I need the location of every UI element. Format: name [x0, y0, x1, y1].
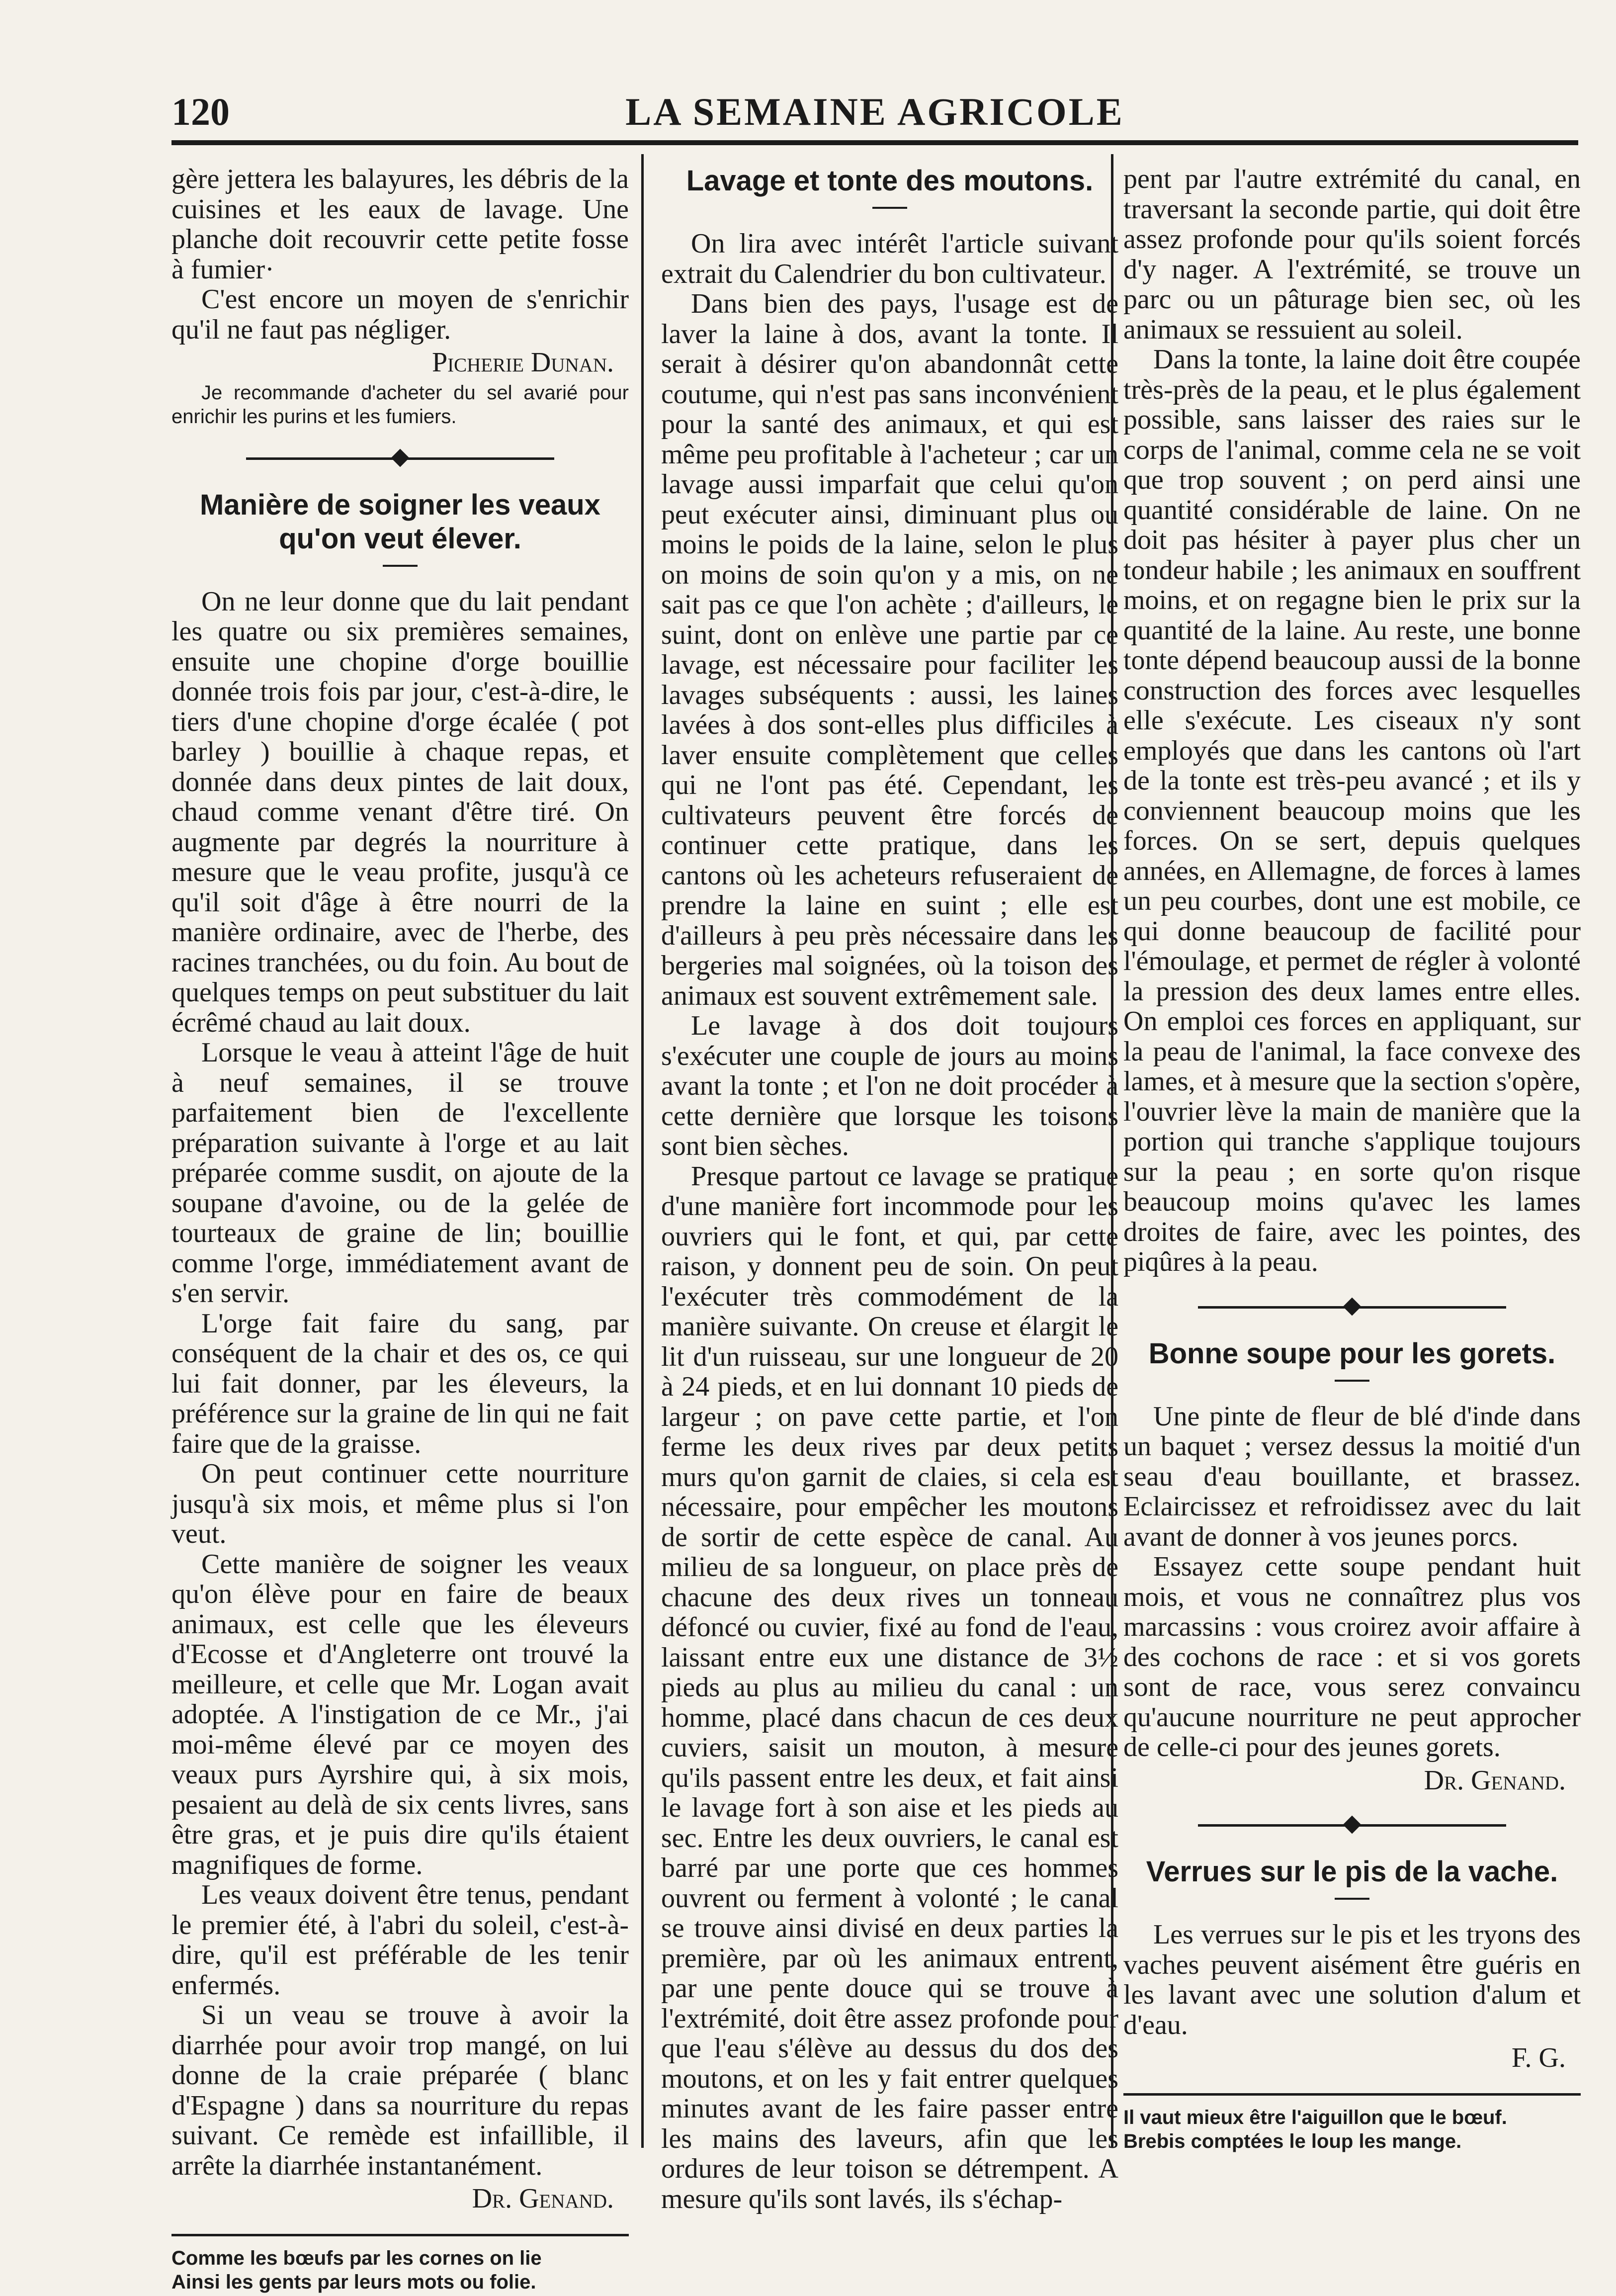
footer-rule [171, 2234, 629, 2236]
note: Je recommande d'acheter du sel avarié pour enrichir les purins et les fumiers. [171, 381, 629, 428]
proverb-line: Il vaut mieux être l'aiguillon que le bœuf. [1123, 2106, 1507, 2128]
article-title: Lavage et tonte des moutons. [686, 165, 1094, 197]
paragraph: On ne leur donne que du lait pendant les quatre ou six premières semaines, ensuite une chopine d'orge bouillie donnée trois fois par jour, c'est-à-dire, le tiers d'une chopine d'orge écalée ( pot barley ) bouillie à chaque repas, et donnée dans deux pintes de lait doux, chaud comme venant d'être tiré. On augmente par degrés la nourriture à mesure que le veau profite, jusqu'à ce qu'il soit d'âge à être nourri de la manière ordinaire, avec de l'herbe, des racines tranchées, ou du foin. Au bout de quelques temps on peut substituer du lait écrêmé chaud au lait doux. [171, 586, 629, 1038]
column-2 [661, 164, 1118, 2214]
section-ornament [1123, 1810, 1581, 1840]
title-dash [872, 207, 907, 209]
proverb-line: Comme les bœufs par les cornes on lie [171, 2247, 542, 2269]
paragraph: L'orge fait faire du sang, par conséquent de la chair et des os, ce qui lui fait donner, par les éleveurs, la préférence sur la graine de lin qui ne fait faire que de la graisse. [171, 1308, 629, 1459]
paragraph: pent par l'autre extrémité du canal, en traversant la seconde partie, qui doit être assez profonde pour qu'ils soient forcés d'y nager. A l'extrémité, se trouve un parc ou un pâturage bien sec, où les animaux se ressuient au soleil. [1123, 164, 1581, 345]
column-3 [1123, 164, 1581, 2152]
column-1 [171, 164, 629, 2293]
article-title: Bonne soupe pour les gorets. [1148, 1337, 1556, 1370]
page-number: 120 [171, 90, 230, 133]
article-title: Verrues sur le pis de la vache. [1146, 1855, 1558, 1888]
paragraph: gère jettera les balayures, les débris de la cuisines et les eaux de lavage. Une planche doit recouvrir cette petite fosse à fumier· [171, 164, 629, 285]
title-dash [1335, 1380, 1369, 1382]
paragraph: Dans bien des pays, l'usage est de laver la laine à dos, avant la tonte. Il serait à désirer qu'on abandonnât cette coutume, qui n'est pas sans inconvénient pour la santé des animaux, et qui est même peu profitable à l'acheteur ; car un lavage aussi imparfait que celui qu'on peut exécuter ainsi, diminuant plus ou moins le poids de la laine, selon le plus on moins de soin qu'on y a mis, on ne sait pas ce que l'on achète ; d'ailleurs, le suint, dont on enlève une partie par ce lavage, est nécessaire pour faciliter les lavages subséquents : aussi, les laines lavées à dos sont-elles plus difficiles à laver ensuite complètement que celles qui ne l'ont pas été. Cependant, les cultivateurs peuvent être forcés de continuer cette pratique, dans les cantons où les acheteurs refuseraient de prendre la laine en suint ; elle est d'ailleurs à peu près nécessaire dans les bergeries mal soignées, où la toison des animaux est souvent extrêmement sale. [661, 288, 1118, 1011]
paragraph: Si un veau se trouve à avoir la diarrhée pour avoir trop mangé, on lui donne de la craie préparée ( blanc d'Espagne ) dans sa nourriture du repas suivant. Ce remède est infaillible, il arrête la diarrhée instantanément. [171, 2000, 629, 2181]
paragraph: Une pinte de fleur de blé d'inde dans un baquet ; versez dessus la moitié d'un seau d'eau bouillante, et brassez. Eclaircissez et refroidissez avec du lait avant de donner à vos jeunes porcs. [1123, 1401, 1581, 1552]
paragraph: Essayez cette soupe pendant huit mois, et vous ne connaîtrez plus vos marcassins : vous croirez avoir affaire à des cochons de race : et si vos gorets sont de race, vous serez convaincu qu'aucune nourriture ne peut approcher de celle-ci pour des jeunes gorets. [1123, 1551, 1581, 1763]
paragraph: Le lavage à dos doit toujours s'exécuter une couple de jours au moins avant la tonte ; et l'on ne doit procéder à cette dernière que lorsque les toisons sont bien sèches. [661, 1010, 1118, 1161]
paragraph: Presque partout ce lavage se pratique d'une manière fort incommode pour les ouvriers qui le font, et qui, par cette raison, y donnent peu de soin. On peut l'exécuter très commodément de la manière suivante. On creuse et élargit le lit d'un ruisseau, sur une longueur de 20 à 24 pieds, et en lui donnant 10 pieds de largeur ; on pave cette partie, et l'on ferme les deux rives par deux petits murs qu'on garnit de claies, si cela est nécessaire, pour empêcher les moutons de sortir de cette espèce de canal. Au milieu de sa longueur, on place près de chacune des deux rives un tonneau défoncé ou cuvier, fixé au fond de l'eau, laissant entre eux une distance de 3½ pieds au plus au milieu du canal : un homme, placé dans chacun de ces deux cuviers, saisit un mouton, à mesure qu'ils passent entre les deux, et fait ainsi le lavage fort à son aise et les pieds au sec. Entre les deux ouvriers, le canal est barré par une porte que ces hommes ouvrent ou ferment à volonté ; le canal se trouve ainsi divisé en deux parties la première, par où les animaux entrent, par une pente douce qui se trouve à l'extrémité, doit être assez profonde pour que l'eau s'élève au dessus du dos des moutons, et on les y fait entrer quelques minutes avant de les faire passer entre les mains des laveurs, afin que les ordures de leur toison se détrempent. A mesure qu'ils sont lavés, ils s'échap- [661, 1160, 1118, 2214]
column-divider [641, 154, 644, 2148]
paragraph: Lorsque le veau à atteint l'âge de huit à neuf semaines, il se trouve parfaitement bien de l'excellente préparation suivante à l'orge et au lait préparée comme susdit, on ajoute de la soupane d'avoine, ou de la gelée de tourteaux de graine de lin; bouillie comme l'orge, immédiatement avant de s'en servir. [171, 1037, 629, 1309]
paragraph: C'est encore un moyen de s'enrichir qu'il ne faut pas négliger. [171, 284, 629, 345]
paragraph: On peut continuer cette nourriture jusqu'à six mois, et même plus si l'on veut. [171, 1458, 629, 1549]
paragraph: Dans la tonte, la laine doit être coupée très-près de la peau, et le plus également possible, sans laisser des raies sur le corps de l'animal, comme cela ne se voit que trop souvent ; on perd ainsi une quantité considérable de laine. On ne doit pas hésiter à payer plus cher un tondeur habile ; les animaux en souffrent moins, et on regagne bien le prix sur la quantité de la laine. Au reste, une bonne tonte dépend beaucoup aussi de la bonne construction des forces avec lesquelles elle s'exécute. Les ciseaux n'y sont employés que dans les cantons où l'art de la tonte est très-peu avancé ; et ils y conviennent beaucoup moins que les forces. On se sert, depuis quelques années, en Allemagne, de forces à lames un peu courbes, dont une est mobile, ce qui donne beaucoup de facilité pour l'émoulage, et permet de régler à volonté la pression des deux lames entre elles. On emploi ces forces en appliquant, sur la peau de l'animal, la face convexe des lames, et à mesure que la section s'opère, l'ouvrier lève la main de manière que la portion qui tranche s'applique toujours sur la peau ; en sorte qu'on risque beaucoup moins qu'avec les lames droites de faire, avec les pointes, des piqûres à la peau. [1123, 344, 1581, 1277]
paragraph: Cette manière de soigner les veaux qu'on élève pour en faire de beaux animaux, est celle que les éleveurs d'Ecosse et d'Angleterre ont trouvé la meilleure, et celle que Mr. Logan avait adoptée. A l'instigation de ce Mr., j'ai moi-même élevé par ce moyen des veaux purs Ayrshire qui, à six mois, pesaient au delà de six cents livres, sans être gras, et je puis dire qu'ils étaient magnifiques de forme. [171, 1548, 629, 1880]
section-ornament [1123, 1292, 1581, 1322]
header-rule [171, 140, 1578, 145]
paragraph: Les veaux doivent être tenus, pendant le premier été, à l'abri du soleil, c'est-à-dire, qu'il est préférable de les tenir enfermés. [171, 1879, 629, 2001]
author-signature: Picherie Dunan. [431, 347, 614, 378]
proverb-line: Brebis comptées le loup les mange. [1123, 2130, 1462, 2152]
paragraph: Les verrues sur le pis et les tryons des vaches peuvent aisément être guéris en les lavant avec une solution d'alum et d'eau. [1123, 1919, 1581, 2040]
author-signature: Dr. Genand. [472, 2183, 614, 2214]
article-title: Manière de soigner les veaux qu'on veut élever. [200, 488, 600, 555]
footer-rule [1123, 2093, 1581, 2096]
proverb-line: Ainsi les gents par leurs mots ou folie. [171, 2271, 536, 2293]
title-dash [1335, 1898, 1369, 1900]
journal-title: LA SEMAINE AGRICOLE [625, 90, 1124, 133]
author-signature: F. G. [1511, 2042, 1566, 2073]
author-signature: Dr. Genand. [1424, 1765, 1566, 1796]
title-dash [383, 565, 418, 567]
section-ornament [171, 443, 629, 473]
paragraph: On lira avec intérêt l'article suivant extrait du Calendrier du bon cultivateur. [661, 228, 1118, 289]
